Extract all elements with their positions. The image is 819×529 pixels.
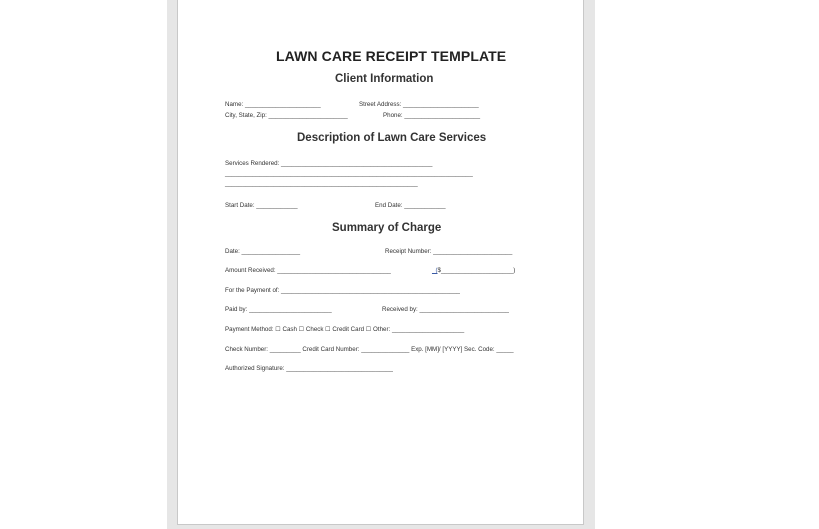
start-date-field: Start Date: ____________ [225, 202, 298, 209]
charge-summary-heading: Summary of Charge [332, 222, 442, 234]
payment-method-field: Payment Method: ☐ Cash ☐ Check ☐ Credit Card ☐ Other: _____________________ [225, 326, 465, 333]
amount-received-field: Amount Received: _________________________________ [225, 267, 391, 274]
end-date-field: End Date: ____________ [375, 202, 446, 209]
date-field: Date: _________________ [225, 248, 301, 255]
city-state-zip-field: City, State, Zip: _______________________ [225, 112, 348, 119]
amount-dollar-value: $_____________________) [437, 267, 516, 274]
client-info-heading: Client Information [335, 73, 434, 85]
receipt-number-field: Receipt Number: _______________________ [385, 248, 513, 255]
services-rendered-line-1: Services Rendered: ____________________________________________ [225, 160, 433, 167]
phone-field: Phone: ______________________ [383, 112, 481, 119]
amount-dollar-prefix: _( [432, 267, 438, 274]
services-rendered-line-3: ________________________________________________________ [225, 180, 418, 187]
paid-by-field: Paid by: ________________________ [225, 306, 332, 313]
services-rendered-line-2: ________________________________________________________________________ [225, 170, 473, 177]
street-address-field: Street Address: ______________________ [359, 101, 479, 108]
name-field: Name: ______________________ [225, 101, 321, 108]
received-by-field: Received by: __________________________ [382, 306, 509, 313]
document-title: LAWN CARE RECEIPT TEMPLATE [276, 48, 507, 64]
payment-for-field: For the Payment of: ____________________________________________________ [225, 287, 460, 294]
amount-dollar-field [432, 268, 515, 274]
authorized-signature-field: Authorized Signature: _______________________________ [225, 365, 393, 372]
services-heading: Description of Lawn Care Services [297, 132, 487, 144]
check-credit-line: Check Number: _________ Credit Card Number: ______________ Exp. [MM]/ [YYYY] Sec. Code: _____ [225, 346, 514, 353]
